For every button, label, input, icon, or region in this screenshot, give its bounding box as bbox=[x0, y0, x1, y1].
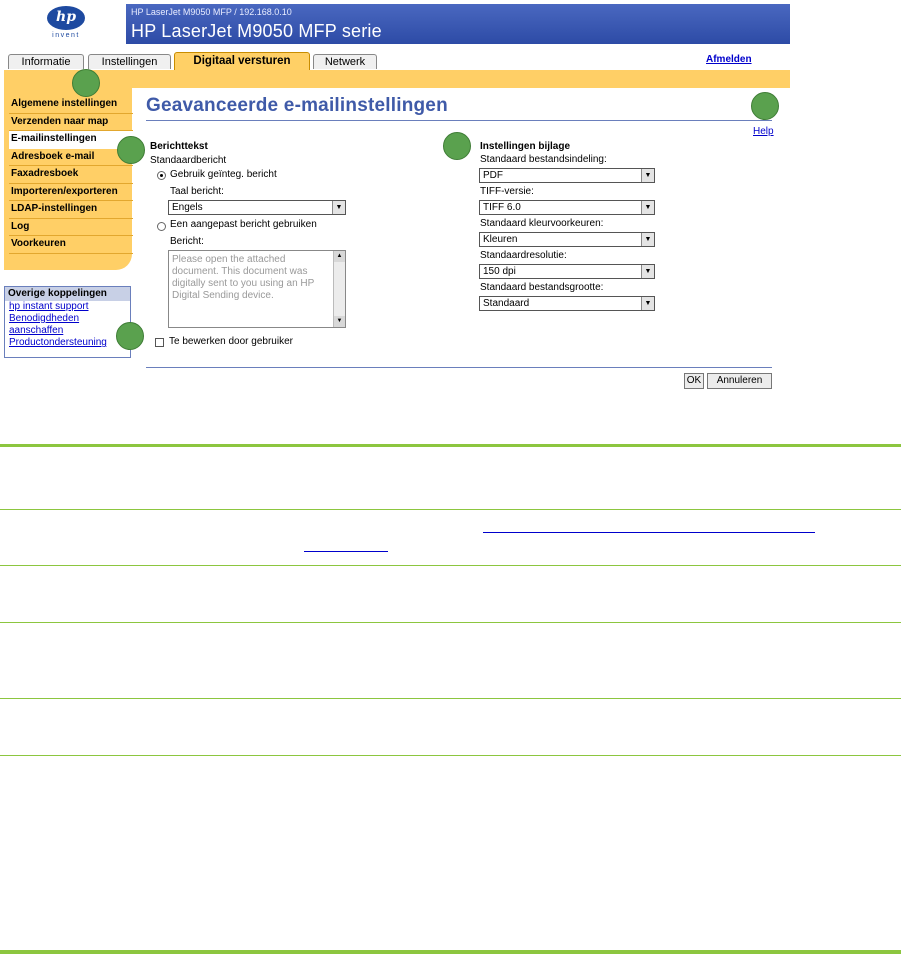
sidebar-item-verzenden-naar-map[interactable]: Verzenden naar map bbox=[9, 114, 133, 132]
table-top-rule bbox=[0, 444, 901, 447]
title-divider bbox=[146, 120, 772, 121]
chevron-down-icon: ▼ bbox=[332, 201, 345, 214]
file-size-value: Standaard bbox=[483, 298, 530, 309]
attachment-heading: Instellingen bijlage bbox=[480, 141, 571, 152]
chevron-down-icon: ▼ bbox=[641, 265, 654, 278]
editable-by-user-checkbox[interactable] bbox=[155, 338, 164, 347]
default-message-label: Standaardbericht bbox=[150, 155, 227, 166]
sidebar-item-faxadresboek[interactable]: Faxadresboek bbox=[9, 166, 133, 184]
other-links-title: Overige koppelingen bbox=[5, 287, 130, 301]
link-productondersteuning[interactable]: Productondersteuning bbox=[9, 337, 107, 348]
resolution-value: 150 dpi bbox=[483, 266, 516, 277]
help-link[interactable]: Help bbox=[753, 126, 774, 137]
sidebar-item-importeren-exporteren[interactable]: Importeren/exporteren bbox=[9, 184, 133, 202]
chevron-down-icon: ▼ bbox=[641, 297, 654, 310]
form-divider bbox=[146, 367, 772, 368]
file-size-select[interactable] bbox=[479, 296, 655, 311]
table-link[interactable] bbox=[483, 532, 815, 533]
tab-band bbox=[4, 70, 790, 88]
hp-logo-tagline: invent bbox=[52, 32, 80, 39]
page-title: Geavanceerde e-mailinstellingen bbox=[146, 95, 448, 116]
callout-marker bbox=[751, 92, 779, 120]
textarea-scrollbar[interactable] bbox=[333, 251, 345, 327]
language-select-value: Engels bbox=[172, 202, 203, 213]
tab-digitaal-versturen[interactable]: Digitaal versturen bbox=[174, 52, 310, 70]
table-header-rule bbox=[0, 509, 901, 510]
chevron-down-icon: ▼ bbox=[641, 169, 654, 182]
sidebar-item-e-mailinstellingen[interactable]: E-mailinstellingen bbox=[9, 131, 133, 149]
tiff-version-value: TIFF 6.0 bbox=[483, 202, 521, 213]
language-label: Taal bericht: bbox=[170, 186, 224, 197]
sidebar-item-ldap-instellingen[interactable]: LDAP-instellingen bbox=[9, 201, 133, 219]
file-format-select[interactable] bbox=[479, 168, 655, 183]
builtin-message-label: Gebruik geïnteg. bericht bbox=[170, 169, 277, 180]
file-size-label: Standaard bestandsgrootte: bbox=[480, 282, 604, 293]
color-preference-label: Standaard kleurvoorkeuren: bbox=[480, 218, 604, 229]
sidebar bbox=[9, 96, 133, 254]
table-row-rule bbox=[0, 755, 901, 756]
custom-message-label: Een aangepast bericht gebruiken bbox=[170, 219, 317, 230]
builtin-message-radio[interactable] bbox=[157, 171, 166, 180]
table-row-rule bbox=[0, 622, 901, 623]
color-preference-value: Kleuren bbox=[483, 234, 518, 245]
table-link[interactable] bbox=[304, 551, 388, 552]
scroll-up-icon[interactable]: ▲ bbox=[334, 251, 345, 262]
color-preference-select[interactable] bbox=[479, 232, 655, 247]
chevron-down-icon: ▼ bbox=[641, 201, 654, 214]
message-body-textarea[interactable] bbox=[168, 250, 346, 328]
ok-button[interactable]: OK bbox=[684, 373, 704, 389]
other-links-box bbox=[4, 286, 131, 358]
message-body-label: Bericht: bbox=[170, 236, 204, 247]
resolution-label: Standaardresolutie: bbox=[480, 250, 567, 261]
callout-marker bbox=[116, 322, 144, 350]
callout-marker bbox=[72, 69, 100, 97]
language-select[interactable] bbox=[168, 200, 346, 215]
link-aanschaffen[interactable]: aanschaffen bbox=[9, 325, 64, 336]
sidebar-item-adresboek-e-mail[interactable]: Adresboek e-mail bbox=[9, 149, 133, 167]
sidebar-item-voorkeuren[interactable]: Voorkeuren bbox=[9, 236, 133, 254]
link-hp-instant-support[interactable]: hp instant support bbox=[9, 301, 89, 312]
tab-informatie[interactable]: Informatie bbox=[8, 54, 84, 69]
table-bottom-rule bbox=[0, 950, 901, 954]
tiff-version-label: TIFF-versie: bbox=[480, 186, 534, 197]
file-format-label: Standaard bestandsindeling: bbox=[480, 154, 607, 165]
editable-by-user-label: Te bewerken door gebruiker bbox=[169, 336, 293, 347]
tiff-version-select[interactable] bbox=[479, 200, 655, 215]
link-benodigdheden[interactable]: Benodigdheden bbox=[9, 313, 80, 324]
message-body-text: Please open the attached document. This document was digitally sent to you using an HP Digital Sending device. bbox=[172, 254, 315, 301]
cancel-button[interactable]: Annuleren bbox=[707, 373, 772, 389]
hp-logo-mark: hp bbox=[47, 6, 85, 30]
tab-netwerk[interactable]: Netwerk bbox=[313, 54, 377, 69]
scroll-down-icon[interactable]: ▼ bbox=[334, 316, 345, 327]
tab-instellingen[interactable]: Instellingen bbox=[88, 54, 171, 69]
file-format-value: PDF bbox=[483, 170, 503, 181]
chevron-down-icon: ▼ bbox=[641, 233, 654, 246]
sidebar-item-algemene-instellingen[interactable]: Algemene instellingen bbox=[9, 96, 133, 114]
custom-message-radio[interactable] bbox=[157, 222, 166, 231]
sidebar-item-log[interactable]: Log bbox=[9, 219, 133, 237]
device-address: HP LaserJet M9050 MFP / 192.168.0.10 bbox=[131, 7, 292, 17]
callout-marker bbox=[443, 132, 471, 160]
callout-marker bbox=[117, 136, 145, 164]
resolution-select[interactable] bbox=[479, 264, 655, 279]
signout-link[interactable]: Afmelden bbox=[706, 54, 752, 65]
title-bar bbox=[126, 4, 790, 44]
message-heading: Berichttekst bbox=[150, 141, 208, 152]
table-row-rule bbox=[0, 698, 901, 699]
product-title: HP LaserJet M9050 MFP serie bbox=[131, 21, 382, 41]
hp-logo bbox=[47, 6, 85, 40]
table-row-rule bbox=[0, 565, 901, 566]
